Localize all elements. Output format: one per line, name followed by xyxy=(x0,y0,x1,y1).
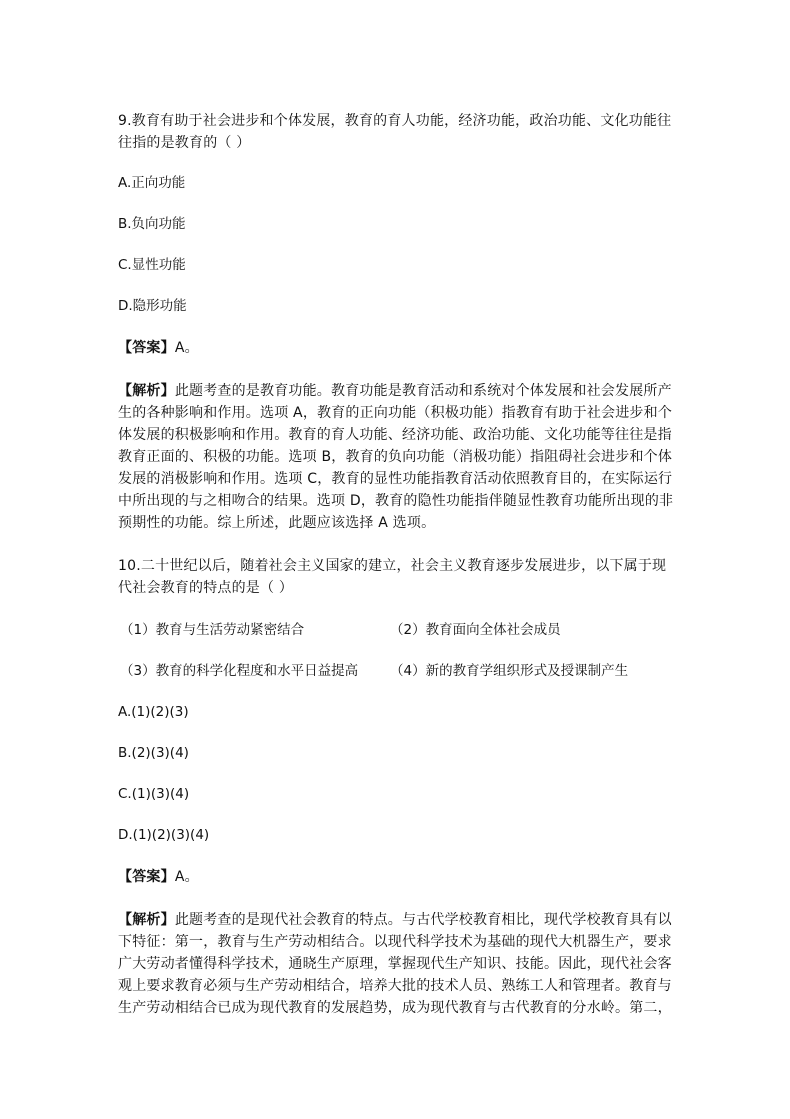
question-10-option-c: C.(1)(3)(4) xyxy=(118,786,190,802)
question-10-item-4: （4）新的教育学组织形式及授课制产生 xyxy=(390,663,629,679)
question-9-option-c: C.显性功能 xyxy=(118,257,186,273)
analysis-line xyxy=(118,909,673,931)
question-10-item-3: （3）教育的科学化程度和水平日益提高 xyxy=(120,663,359,679)
analysis-line: 发展的消极影响和作用。选项 C，教育的显性功能指教育活动依照教育目的，在实际运行 xyxy=(118,471,673,487)
question-9-analysis xyxy=(118,380,673,534)
question-10-items-row-1 xyxy=(118,620,673,640)
analysis-line: 广大劳动者懂得科学技术，通晓生产原理，掌握现代生产知识、技能。因此，现代社会客 xyxy=(118,956,672,972)
question-10-item-1: （1）教育与生活劳动紧密结合 xyxy=(120,622,305,638)
question-9-stem-line-2: 往指的是教育的（ ） xyxy=(118,135,251,151)
question-10-stem-line-1: 10.二十世纪以后，随着社会主义国家的建立，社会主义教育逐步发展进步，以下属于现 xyxy=(118,558,667,574)
question-10-answer xyxy=(118,866,673,888)
answer-tag: 【答案】 xyxy=(118,340,175,356)
analysis-line xyxy=(118,380,673,402)
question-9-option-a: A.正向功能 xyxy=(118,175,186,191)
question-10-items-row-2 xyxy=(118,661,673,681)
analysis-line: 下特征：第一，教育与生产劳动相结合。以现代科学技术为基础的现代大机器生产，要求 xyxy=(118,934,672,950)
analysis-text: 此题考查的是现代社会教育的特点。与古代学校教育相比，现代学校教育具有以 xyxy=(174,912,672,928)
answer-value: A。 xyxy=(174,340,199,356)
answer-value: A。 xyxy=(174,869,199,885)
question-10-analysis xyxy=(118,909,673,1019)
exam-page xyxy=(118,110,673,1019)
analysis-line: 预期性的功能。综上所述，此题应该选择 A 选项。 xyxy=(118,515,436,531)
question-10-option-a: A.(1)(2)(3) xyxy=(118,704,189,720)
question-9-stem-line-1: 9.教育有助于社会进步和个体发展，教育的育人功能，经济功能，政治功能、文化功能往 xyxy=(118,113,672,129)
analysis-line: 生的各种影响和作用。选项 A，教育的正向功能（积极功能）指教育有助于社会进步和个 xyxy=(118,405,673,421)
analysis-line: 中所出现的与之相吻合的结果。选项 D，教育的隐性功能指伴随显性教育功能所出现的非 xyxy=(118,493,674,509)
analysis-line: 体发展的积极影响和作用。教育的育人功能、经济功能、政治功能、文化功能等往往是指 xyxy=(118,427,672,443)
analysis-line: 生产劳动相结合已成为现代教育的发展趋势，成为现代教育与古代教育的分水岭。第二， xyxy=(118,1000,672,1016)
analysis-tag: 【解析】 xyxy=(118,912,175,928)
question-9-answer xyxy=(118,337,673,359)
question-10-option-d: D.(1)(2)(3)(4) xyxy=(118,827,210,843)
question-10-item-2: （2）教育面向全体社会成员 xyxy=(390,622,561,638)
question-9-option-b: B.负向功能 xyxy=(118,216,186,232)
analysis-text: 此题考查的是教育功能。教育功能是教育活动和系统对个体发展和社会发展所产 xyxy=(174,383,672,399)
question-10-option-b: B.(2)(3)(4) xyxy=(118,745,189,761)
answer-tag: 【答案】 xyxy=(118,869,175,885)
analysis-tag: 【解析】 xyxy=(118,383,175,399)
question-10-stem-line-2: 代社会教育的特点的是（ ） xyxy=(118,580,294,596)
analysis-line: 观上要求教育必须与生产劳动相结合，培养大批的技术人员、熟练工人和管理者。教育与 xyxy=(118,978,672,994)
analysis-line: 教育正面的、积极的功能。选项 B，教育的负向功能（消极功能）指阻碍社会进步和个体 xyxy=(118,449,673,465)
question-9-option-d: D.隐形功能 xyxy=(118,298,187,314)
